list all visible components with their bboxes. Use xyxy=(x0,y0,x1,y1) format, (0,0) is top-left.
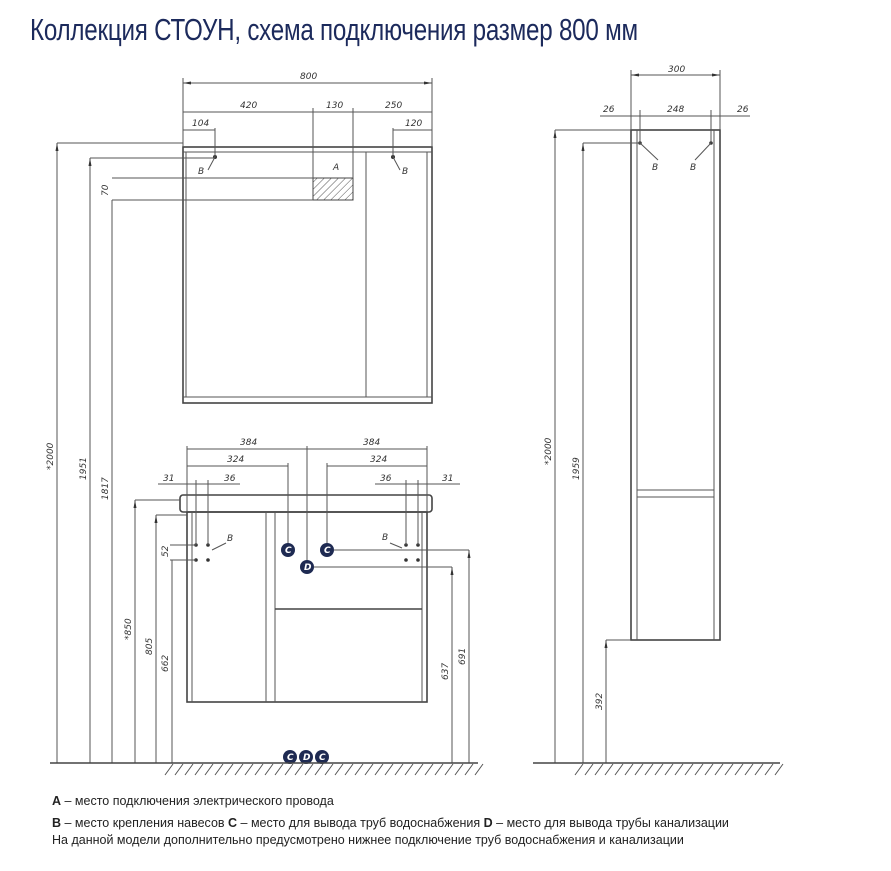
dimension-label: *2000 xyxy=(544,437,554,465)
dimension-label: 300 xyxy=(668,65,686,75)
dimension-label: D xyxy=(303,753,311,763)
dimension-label: 31 xyxy=(163,474,175,484)
dimension-label: C xyxy=(319,753,326,763)
dimension-label: B xyxy=(227,534,234,544)
dimension-label: 662 xyxy=(161,654,171,672)
dimension-label: 384 xyxy=(363,438,381,448)
dimension-label: 248 xyxy=(667,105,685,115)
legend-bcd: B – место крепления навесов C – место для вывода труб водоснабжения D – место для вывода трубы канализации xyxy=(52,816,729,830)
dimension-label: 420 xyxy=(240,101,258,111)
dimension-label: C xyxy=(324,546,331,556)
water-outlet-c-right xyxy=(320,543,334,557)
dimension-label: 26 xyxy=(603,105,615,115)
dimension-label: 1951 xyxy=(79,457,89,480)
dimension-label: 52 xyxy=(161,545,171,557)
dimension-label: B xyxy=(652,163,659,173)
bottom-outlet-d xyxy=(299,750,313,764)
dimension-label: 70 xyxy=(101,184,111,196)
dimension-label: *2000 xyxy=(46,442,56,470)
dimension-label: 384 xyxy=(240,438,258,448)
dimension-label: D xyxy=(304,563,312,573)
dimension-label: *850 xyxy=(124,618,134,640)
label-b: B xyxy=(198,167,205,177)
drain-outlet-d xyxy=(300,560,314,574)
floor-right xyxy=(533,763,783,775)
bottom-outlet-c-left xyxy=(283,750,297,764)
electrical-connection-area xyxy=(313,178,353,200)
dimension-label: B xyxy=(382,533,389,543)
dimension-label: 392 xyxy=(595,692,605,710)
dimension-label: 1959 xyxy=(572,457,582,480)
dimension-label: 36 xyxy=(380,474,392,484)
label-a: A xyxy=(333,163,340,173)
dimension-label: 31 xyxy=(442,474,454,484)
dimension-label: 26 xyxy=(737,105,749,115)
dimension-label: 805 xyxy=(145,637,155,655)
tall-column-cabinet xyxy=(631,130,720,640)
height-dimensions xyxy=(46,143,469,763)
dimension-label: C xyxy=(287,753,294,763)
page-title: Коллекция СТОУН, схема подключения размер 800 мм xyxy=(30,12,638,47)
mirror-dimensions xyxy=(101,72,432,200)
dimension-label: 800 xyxy=(300,72,318,82)
water-outlet-c-left xyxy=(281,543,295,557)
floor-left xyxy=(50,763,483,775)
column-dimensions xyxy=(544,65,750,763)
dimension-label: 637 xyxy=(441,662,451,680)
mirror-cabinet xyxy=(183,147,432,403)
legend xyxy=(52,790,729,851)
dimension-label: 120 xyxy=(405,119,423,129)
dimension-label: 130 xyxy=(326,101,344,111)
legend-a: A – место подключения электрического провода xyxy=(52,794,334,808)
dimension-label: 324 xyxy=(227,455,245,465)
label-b: B xyxy=(402,167,409,177)
bottom-outlet-c-right xyxy=(315,750,329,764)
dimension-label: C xyxy=(285,546,292,556)
dimension-label: 324 xyxy=(370,455,388,465)
dimension-label: 1817 xyxy=(101,477,111,500)
dimension-label: B xyxy=(690,163,697,173)
legend-note: На данной модели дополнительно предусмотрено нижнее подключение труб водоснабжения и канализации xyxy=(52,833,684,847)
connection-markers xyxy=(281,543,334,764)
vanity-cabinet xyxy=(180,495,432,702)
dimension-label: 250 xyxy=(385,101,403,111)
dimension-label: 691 xyxy=(458,647,468,665)
dimension-label: 36 xyxy=(224,474,236,484)
vanity-dimensions xyxy=(158,438,460,567)
dimension-label: 104 xyxy=(192,119,210,129)
